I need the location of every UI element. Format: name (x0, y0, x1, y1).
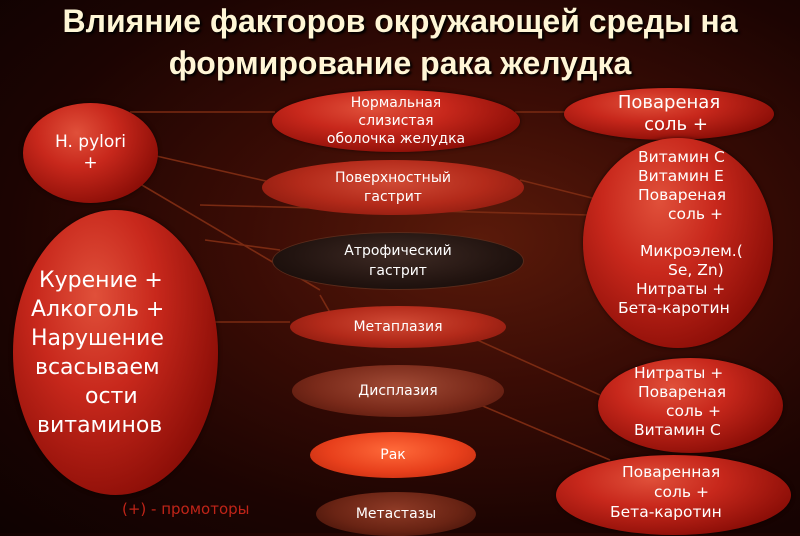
factor-label-line: Алкоголь + (31, 296, 165, 322)
stage-label-line: гастрит (369, 263, 427, 279)
stage-label-line: Рак (380, 447, 406, 463)
factor-label-line: Бета-каротин (610, 503, 722, 521)
stage-atrophic-gastritis (272, 232, 524, 290)
stage-cancer (310, 432, 476, 478)
stage-label-line: слизистая (358, 113, 434, 129)
factor-label-line: Повареная (638, 383, 727, 401)
title-line-1: Влияние факторов окружающей среды на (62, 3, 738, 39)
connector-lifestyle-atrophic (205, 240, 280, 250)
connector-gastritis-vitamins (520, 180, 600, 200)
stage-label-line: Поверхностный (334, 169, 451, 186)
stage-superficial-gastritis (262, 160, 524, 215)
stage-metastases (316, 492, 476, 536)
factor-label-line: + (83, 153, 98, 173)
stage-label-line: Метаплазия (353, 319, 443, 335)
stage-label-line: оболочка желудка (326, 131, 466, 147)
factor-label-line: соль + (654, 483, 709, 501)
factor-nitrates-text (620, 364, 726, 440)
factor-hpylori (23, 103, 158, 203)
factor-label-line: всасываем (35, 354, 160, 380)
factor-label-line: соль + (668, 205, 723, 223)
stage-label-line: Дисплазия (358, 383, 438, 399)
stage-metaplasia (290, 306, 506, 348)
factor-label-line: Бета-каротин (618, 299, 730, 317)
factor-label-line: соль + (666, 402, 721, 420)
factor-salt-betacarotene-text (610, 462, 722, 522)
factor-label-line: Нарушение (31, 325, 164, 351)
title-line-2: формирование рака желудка (168, 45, 632, 81)
factor-label-line: Витамин С (634, 421, 721, 439)
factor-label-line: Витамин Е (638, 167, 724, 185)
stage-label-line: Атрофический (344, 243, 452, 259)
factor-vitamins-text (618, 148, 743, 318)
factor-label-line: витаминов (37, 412, 163, 438)
factor-label-line: соль + (644, 114, 708, 135)
factor-label-line: Курение + (39, 267, 163, 293)
factor-label-line: Повареная (617, 92, 721, 113)
factor-salt-1 (564, 88, 774, 140)
factor-lifestyle (13, 210, 218, 495)
factor-label-line: Витамин С (638, 148, 725, 166)
stage-label-line: гастрит (364, 188, 422, 205)
stage-dysplasia (292, 365, 504, 417)
factor-label-line: Se, Zn) (668, 261, 724, 279)
stage-label-line: Метастазы (355, 506, 437, 522)
legend-promoters: (+) - промоторы (122, 500, 250, 518)
factor-label-line: Микроэлем.( (640, 242, 743, 260)
factor-label-line: ости (85, 383, 138, 409)
factor-label-line: Повареная (638, 186, 727, 204)
factor-label-line: Нитраты + (634, 364, 724, 382)
factor-label-line: Поваренная (622, 463, 721, 481)
stage-normal-mucosa (272, 90, 520, 152)
factor-label-line (618, 224, 743, 242)
factor-label-line: Нитраты + (636, 280, 726, 298)
factor-label-line: H. pylori (55, 132, 126, 152)
stage-label-line: Нормальная (350, 95, 442, 111)
